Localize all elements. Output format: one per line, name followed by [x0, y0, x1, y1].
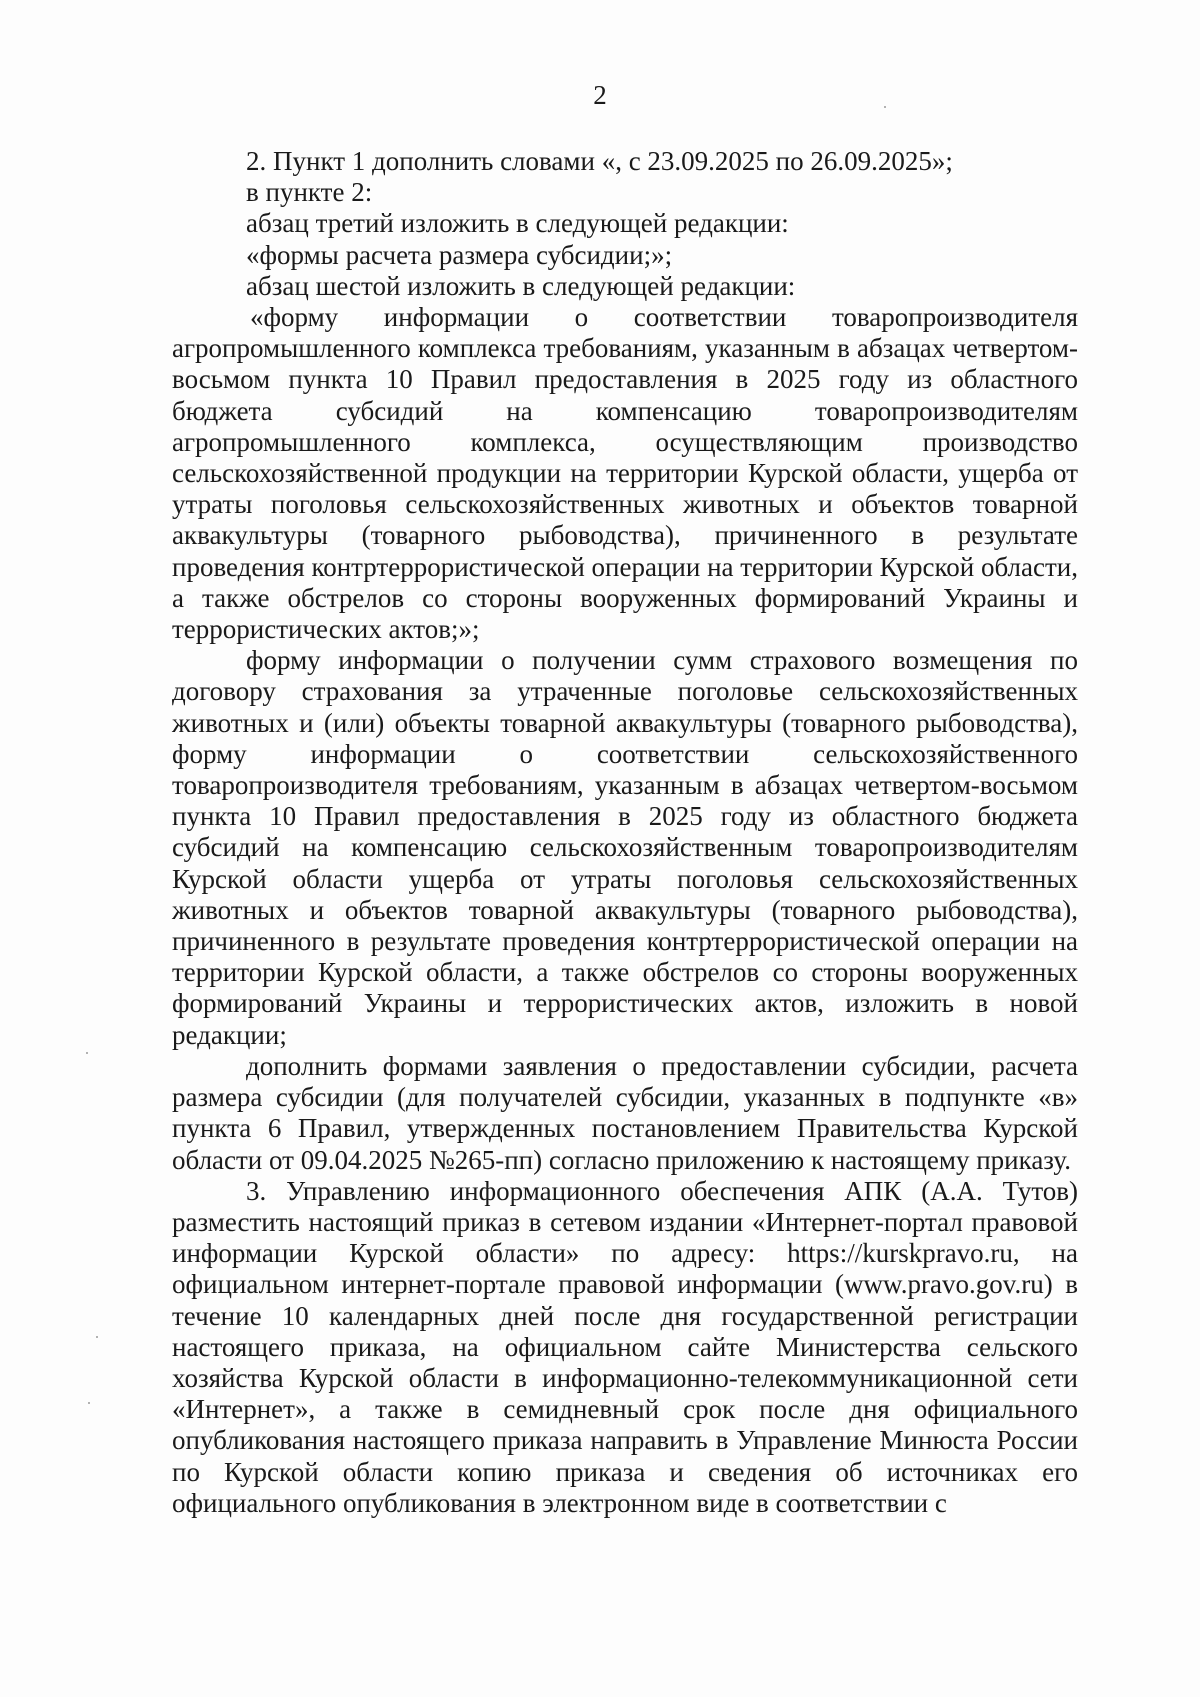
document-body: [172, 146, 1078, 1519]
page-number: 2: [593, 80, 607, 110]
scan-speck: [96, 1336, 98, 1338]
paragraph-6: «форму информации о соответствии товаропроизводителя агропромышленного комплекса требованиям, указанным в абзацах четвертом-восьмом пункта 10 Правил предоставления в 2025 году из областного бюджета субсидий на компенсацию товаропроизводителям агропромышленного комплекса, осуществляющим производство сельскохозяйственной продукции на территории Курской области, ущерба от утраты поголовья сельскохозяйственных животных и объектов товарной аквакультуры (товарного рыбоводства), причиненного в результате проведения контртеррористической операции на территории Курской области, а также обстрелов со стороны вооруженных формирований Украины и террористических актов;»;: [172, 302, 1078, 645]
paragraph-2: в пункте 2:: [246, 177, 373, 208]
paragraph-8: дополнить формами заявления о предоставлении субсидии, расчета размера субсидии (для получателей субсидии, указанных в подпункте «в» пункта 6 Правил, утвержденных постановлением Правительства Курской области от 09.04.2025 №265-пп) согласно приложению к настоящему приказу.: [172, 1050, 1078, 1175]
paragraph-4: «формы расчета размера субсидии;»;: [246, 239, 673, 270]
paragraph-7: форму информации о получении сумм страхового возмещения по договору страхования за утраченные поголовье сельскохозяйственных животных и (или) объекты товарной аквакультуры (товарного рыбоводства), форму информации о соответствии сельскохозяйственного товаропроизводителя требованиям, указанным в абзацах четвертом-восьмом пункта 10 Правил предоставления в 2025 году из областного бюджета субсидий на компенсацию сельскохозяйственным товаропроизводителям Курской области ущерба от утраты поголовья сельскохозяйственных животных и объектов товарной аквакультуры (товарного рыбоводства), причиненного в результате проведения контртеррористической операции на территории Курской области, а также обстрелов со стороны вооруженных формирований Украины и террористических актов, изложить в новой редакции;: [172, 645, 1078, 1050]
scan-speck: [88, 1402, 90, 1404]
scan-speck: [884, 106, 886, 108]
paragraph-5: абзац шестой изложить в следующей редакции:: [246, 270, 796, 301]
scan-speck: [86, 1052, 88, 1054]
paragraph-3: абзац третий изложить в следующей редакции:: [246, 208, 789, 239]
paragraph-1: 2. Пункт 1 дополнить словами «, с 23.09.2025 по 26.09.2025»;: [246, 146, 953, 176]
paragraph-9: 3. Управлению информационного обеспечения АПК (А.А. Тутов) разместить настоящий приказ в сетевом издании «Интернет-портал правовой информации Курской области» по адресу: https://kurskpravo.ru, на официальном интернет-портале правовой информации (www.pravo.gov.ru) в течение 10 календарных дней после дня государственной регистрации настоящего приказа, на официальном сайте Министерства сельского хозяйства Курской области в информационно-телекоммуникационной сети «Интернет», а также в семидневный срок после дня официального опубликования настоящего приказа направить в Управление Минюста России по Курской области копию приказа и сведения об источниках его официального опубликования в электронном виде в соответствии с: [172, 1175, 1078, 1518]
